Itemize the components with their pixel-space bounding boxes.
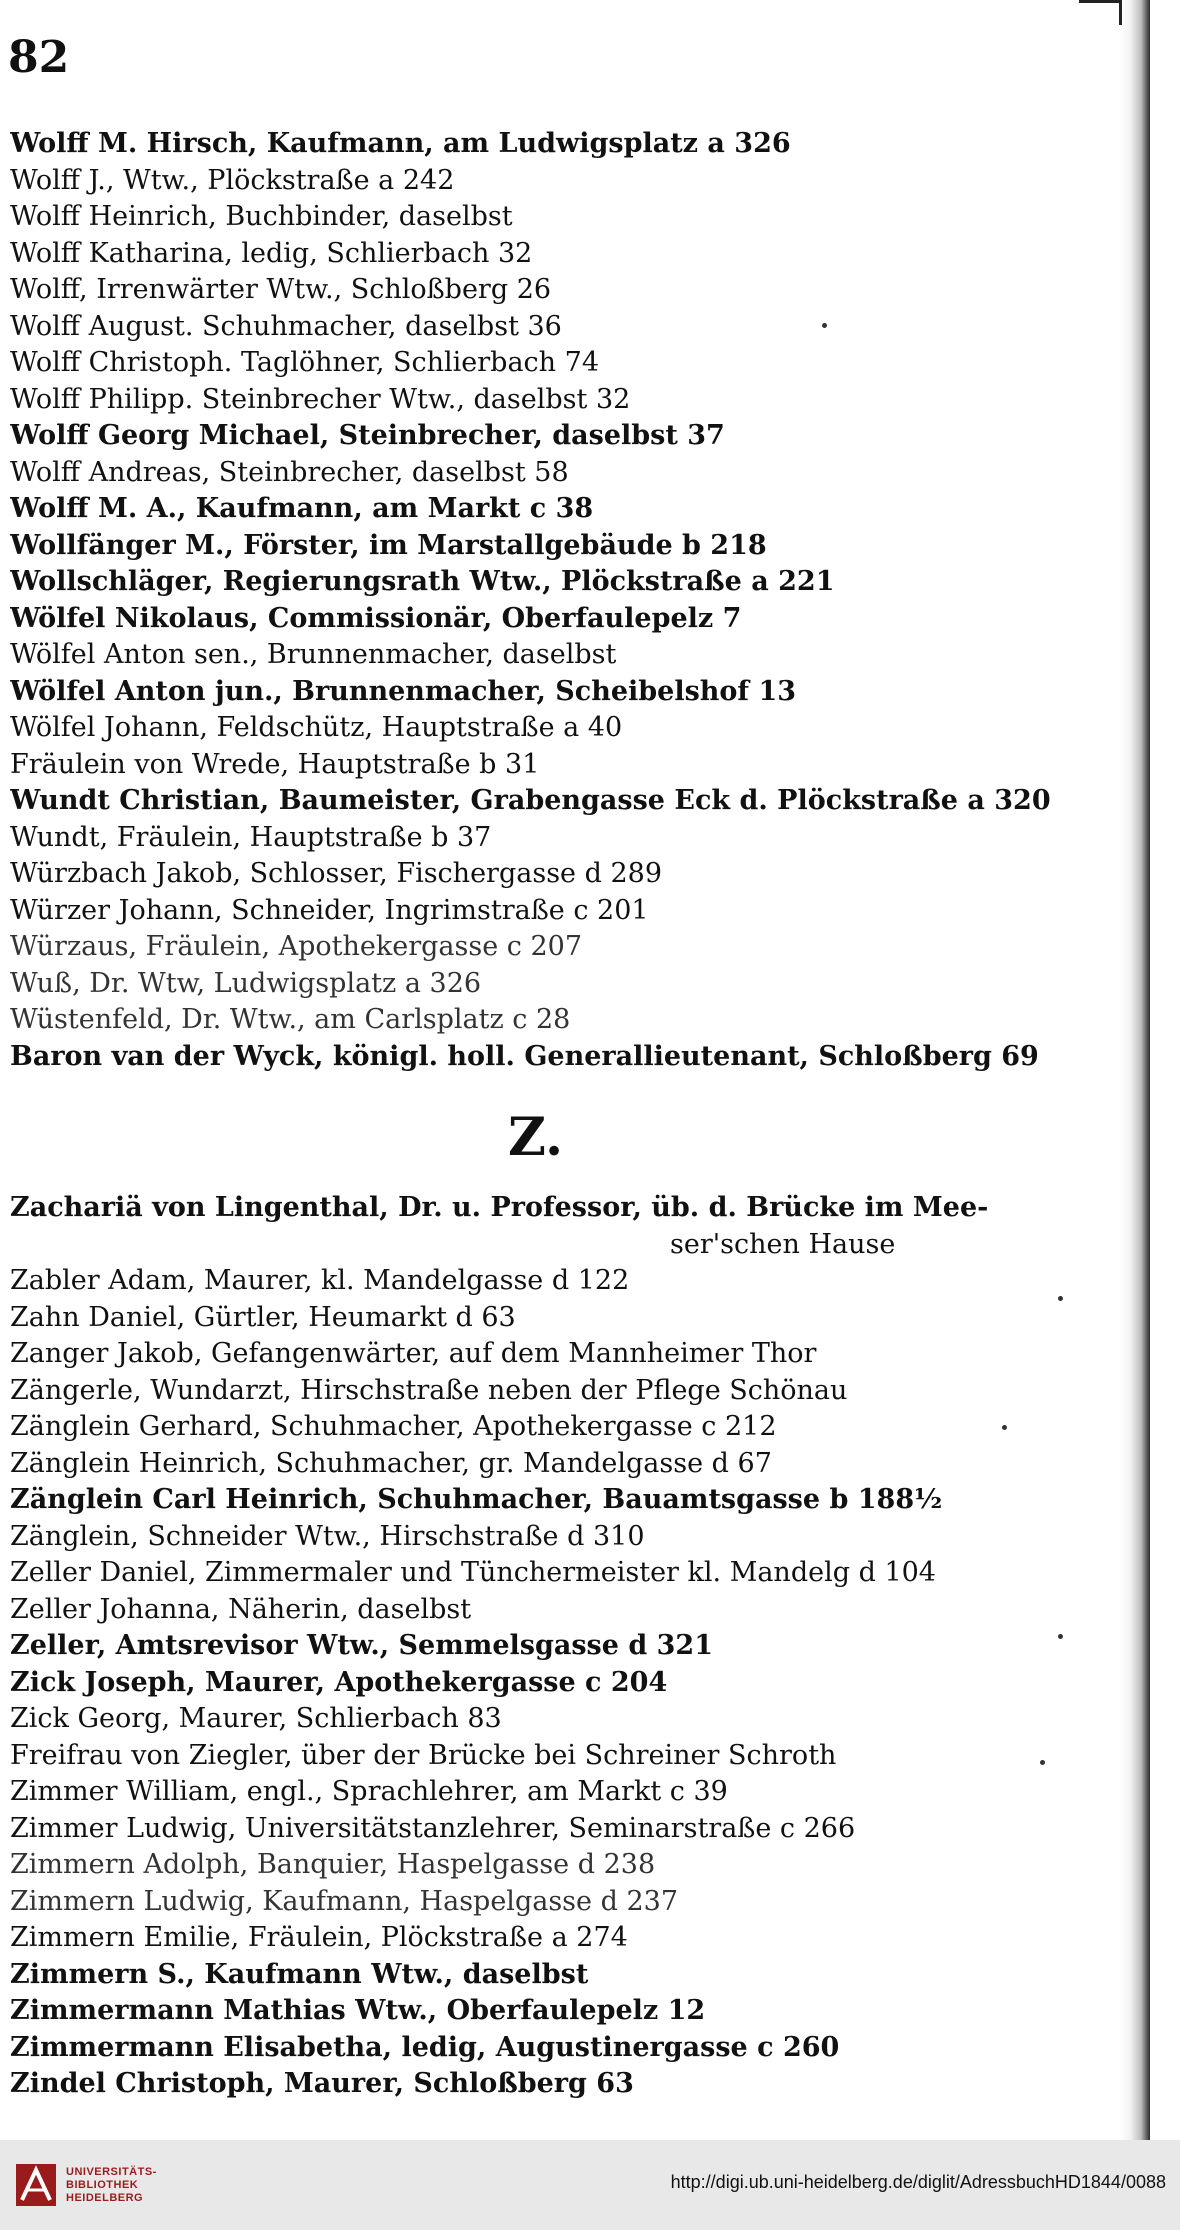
directory-entry: Zänglein Gerhard, Schuhmacher, Apothekergasse c 212 <box>10 1411 777 1442</box>
directory-entry: Wolff M. A., Kaufmann, am Markt c 38 <box>10 493 594 524</box>
scan-speck <box>1002 1425 1007 1430</box>
directory-list-w <box>10 126 1120 1075</box>
directory-entry: Wolff Heinrich, Buchbinder, daselbst <box>10 201 513 232</box>
directory-entry: Zimmermann Elisabetha, ledig, Augustinergasse c 260 <box>10 2031 840 2063</box>
directory-entry: Wundt, Fräulein, Hauptstraße b 37 <box>10 821 492 853</box>
directory-entry: Wölfel Nikolaus, Commissionär, Oberfaulepelz 7 <box>10 602 742 634</box>
directory-entry: Zimmern Ludwig, Kaufmann, Haspelgasse d 237 <box>10 1885 678 1917</box>
directory-entry: Wolff Katharina, ledig, Schlierbach 32 <box>10 237 533 269</box>
directory-entry: Freifrau von Ziegler, über der Brücke bei Schreiner Schroth <box>10 1739 837 1771</box>
page-number: 82 <box>8 32 70 83</box>
directory-entry: Zängerle, Wundarzt, Hirschstraße neben der Pflege Schönau <box>10 1374 848 1406</box>
directory-entry: Würzaus, Fräulein, Apothekergasse c 207 <box>10 931 583 962</box>
directory-entry: Wolff Andreas, Steinbrecher, daselbst 58 <box>10 456 569 488</box>
directory-entry: Wüstenfeld, Dr. Wtw., am Carlsplatz c 28 <box>10 1004 571 1035</box>
directory-entry: Zimmern Emilie, Fräulein, Plöckstraße a 274 <box>10 1922 628 1953</box>
page-edge-shadow <box>1120 0 1150 2140</box>
directory-entry: Würzer Johann, Schneider, Ingrimstraße c 201 <box>10 894 649 926</box>
directory-entry: Wölfel Anton jun., Brunnenmacher, Scheibelshof 13 <box>10 675 797 707</box>
directory-entry: Wolff J., Wtw., Plöckstraße a 242 <box>10 164 455 196</box>
directory-entry: Wuß, Dr. Wtw, Ludwigsplatz a 326 <box>10 967 482 999</box>
institution-name <box>66 2166 157 2205</box>
directory-entry: Zänglein Carl Heinrich, Schuhmacher, Bauamtsgasse b 188½ <box>10 1484 943 1515</box>
directory-list-z <box>10 1190 1120 2103</box>
footer-bar <box>0 2140 1180 2230</box>
directory-entry: Zick Georg, Maurer, Schlierbach 83 <box>10 1703 502 1734</box>
directory-entry: Zimmern Adolph, Banquier, Haspelgasse d 238 <box>10 1849 656 1880</box>
directory-entry: Wolff M. Hirsch, Kaufmann, am Ludwigsplatz a 326 <box>10 128 791 159</box>
directory-entry: Zimmer William, engl., Sprachlehrer, am Markt c 39 <box>10 1776 728 1807</box>
section-letter: Z. <box>508 1107 564 1168</box>
directory-entry: Zindel Christoph, Maurer, Schloßberg 63 <box>10 2068 634 2099</box>
scan-speck <box>1058 1634 1063 1639</box>
scan-speck <box>1058 1296 1063 1301</box>
scan-speck <box>1040 1760 1045 1765</box>
directory-entry: Wolff Philipp. Steinbrecher Wtw., daselbst 32 <box>10 383 631 415</box>
page-corner-mark <box>1079 0 1122 25</box>
directory-entry: Wolff Georg Michael, Steinbrecher, daselbst 37 <box>10 420 725 451</box>
directory-entry: Wolff, Irrenwärter Wtw., Schloßberg 26 <box>10 274 552 305</box>
directory-entry: Zeller Daniel, Zimmermaler und Tünchermeister kl. Mandelg d 104 <box>10 1557 936 1588</box>
institution-line: HEIDELBERG <box>66 2192 144 2204</box>
institution-line: BIBLIOTHEK <box>66 2179 139 2191</box>
directory-entry: Wollschläger, Regierungsrath Wtw., Plöckstraße a 221 <box>10 566 835 597</box>
directory-entry: Zimmern S., Kaufmann Wtw., daselbst <box>10 1958 589 1990</box>
directory-entry: Zachariä von Lingenthal, Dr. u. Professor, üb. d. Brücke im Mee- <box>10 1192 989 1223</box>
directory-entry: Fräulein von Wrede, Hauptstraße b 31 <box>10 748 540 780</box>
directory-entry: Zänglein, Schneider Wtw., Hirschstraße d 310 <box>10 1520 645 1552</box>
directory-entry: Zeller Johanna, Näherin, daselbst <box>10 1593 472 1625</box>
directory-entry: Zeller, Amtsrevisor Wtw., Semmelsgasse d 321 <box>10 1630 713 1661</box>
directory-entry: Zänglein Heinrich, Schuhmacher, gr. Mandelgasse d 67 <box>10 1447 772 1479</box>
scan-speck <box>822 323 827 328</box>
directory-entry: Zanger Jakob, Gefangenwärter, auf dem Mannheimer Thor <box>10 1338 817 1369</box>
directory-entry: ser'schen Hause <box>670 1228 896 1260</box>
directory-entry: Baron van der Wyck, königl. holl. Generallieutenant, Schloßberg 69 <box>10 1040 1039 1072</box>
directory-entry: Zick Joseph, Maurer, Apothekergasse c 204 <box>10 1666 668 1698</box>
directory-entry: Wolff August. Schuhmacher, daselbst 36 <box>10 310 562 342</box>
directory-entry: Wundt Christian, Baumeister, Grabengasse Eck d. Plöckstraße a 320 <box>10 785 1051 816</box>
directory-entry: Würzbach Jakob, Schlosser, Fischergasse d 289 <box>10 858 663 889</box>
institution-line: UNIVERSITÄTS- <box>66 2166 157 2178</box>
directory-entry: Zahn Daniel, Gürtler, Heumarkt d 63 <box>10 1301 516 1333</box>
directory-entry: Wollfänger M., Förster, im Marstallgebäude b 218 <box>10 529 767 561</box>
directory-entry: Wölfel Anton sen., Brunnenmacher, daselbst <box>10 639 617 670</box>
directory-entry: Zabler Adam, Maurer, kl. Mandelgasse d 122 <box>10 1265 630 1296</box>
directory-entry: Wolff Christoph. Taglöhner, Schlierbach 74 <box>10 347 600 378</box>
directory-entry: Wölfel Johann, Feldschütz, Hauptstraße a 40 <box>10 712 623 743</box>
ub-heidelberg-logo-icon <box>14 2160 60 2210</box>
source-url-link[interactable]: http://digi.ub.uni-heidelberg.de/diglit/AdressbuchHD1844/0088 <box>670 2172 1166 2192</box>
directory-entry: Zimmer Ludwig, Universitätstanzlehrer, Seminarstraße c 266 <box>10 1812 856 1844</box>
directory-entry: Zimmermann Mathias Wtw., Oberfaulepelz 12 <box>10 1995 706 2026</box>
